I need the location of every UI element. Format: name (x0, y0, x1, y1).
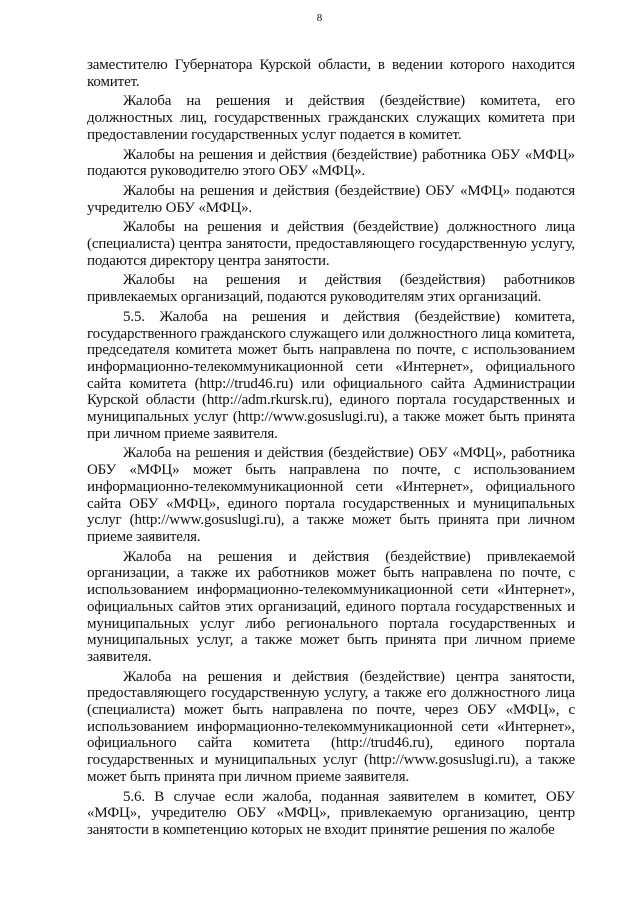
document-body (87, 57, 575, 842)
paragraph-complaint-committee: Жалоба на решения и действия (бездействие) комитета, его должностных лиц, государственных гражданских служащих комитета при предоставлении государственных услуг подается в комитет. (87, 93, 575, 143)
paragraph-complaint-mfc-channels: Жалоба на решения и действия (бездействие) ОБУ «МФЦ», работника ОБУ «МФЦ» может быть направлена по почте, с использованием информационно-телекоммуникационной сети «Интернет», официального сайта ОБУ «МФЦ», единого портала государственных и муниципальных услуг (http://www.gosuslugi.ru), а также может быть принята при личном приеме заявителя. (87, 445, 575, 545)
paragraph-section-5-5: 5.5. Жалоба на решения и действия (бездействие) комитета, государственного гражданского служащего или должностного лица комитета, председателя комитета может быть направлена по почте, с использованием информационно-телекоммуникационной сети «Интернет», официального сайта комитета (http://trud46.ru) или официального сайта Администрации Курской области (http://adm.rkursk.ru), единого портала государственных и муниципальных услуг (http://www.gosuslugi.ru), а также может быть принята при личном приеме заявителя. (87, 308, 575, 442)
paragraph-complaint-mfc-worker: Жалобы на решения и действия (бездействие) работника ОБУ «МФЦ» подаются руководителю этого ОБУ «МФЦ». (87, 146, 575, 180)
paragraph-complaint-employment-center-channels: Жалоба на решения и действия (бездействие) центра занятости, предоставляющего государственную услугу, а также его должностного лица (специалиста) может быть направлена по почте, через ОБУ «МФЦ», с использованием информационно-телекоммуникационной сети «Интернет», официального сайта комитета (http://trud46.ru), единого портала государственных и муниципальных услуг (http://www.gosuslugi.ru), а также может быть принята при личном приеме заявителя. (87, 668, 575, 785)
page-number: 8 (316, 12, 323, 24)
paragraph-section-5-6: 5.6. В случае если жалоба, поданная заявителем в комитет, ОБУ «МФЦ», учредителю ОБУ «МФЦ», привлекаемую организацию, центр занятости в компетенцию которых не входит принятие решения по жалобе (87, 788, 575, 838)
paragraph-complaint-mfc: Жалобы на решения и действия (бездействие) ОБУ «МФЦ» подаются учредителю ОБУ «МФЦ». (87, 182, 575, 216)
paragraph-complaint-engaged-organizations: Жалобы на решения и действия (бездействия) работников привлекаемых организаций, подаются руководителям этих организаций. (87, 272, 575, 306)
paragraph-complaint-organization-channels: Жалоба на решения и действия (бездействие) привлекаемой организации, а также их работников может быть направлена по почте, с использованием информационно-телекоммуникационной сети «Интернет», официальных сайтов этих организаций, единого портала государственных и муниципальных услуг либо регионального портала государственных и муниципальных услуг, а также может быть принята при личном приеме заявителя. (87, 548, 575, 665)
paragraph-continuation: заместителю Губернатора Курской области, в ведении которого находится комитет. (87, 57, 575, 90)
paragraph-complaint-employment-center-official: Жалобы на решения и действия (бездействие) должностного лица (специалиста) центра занятости, предоставляющего государственную услугу, подаются директору центра занятости. (87, 219, 575, 269)
